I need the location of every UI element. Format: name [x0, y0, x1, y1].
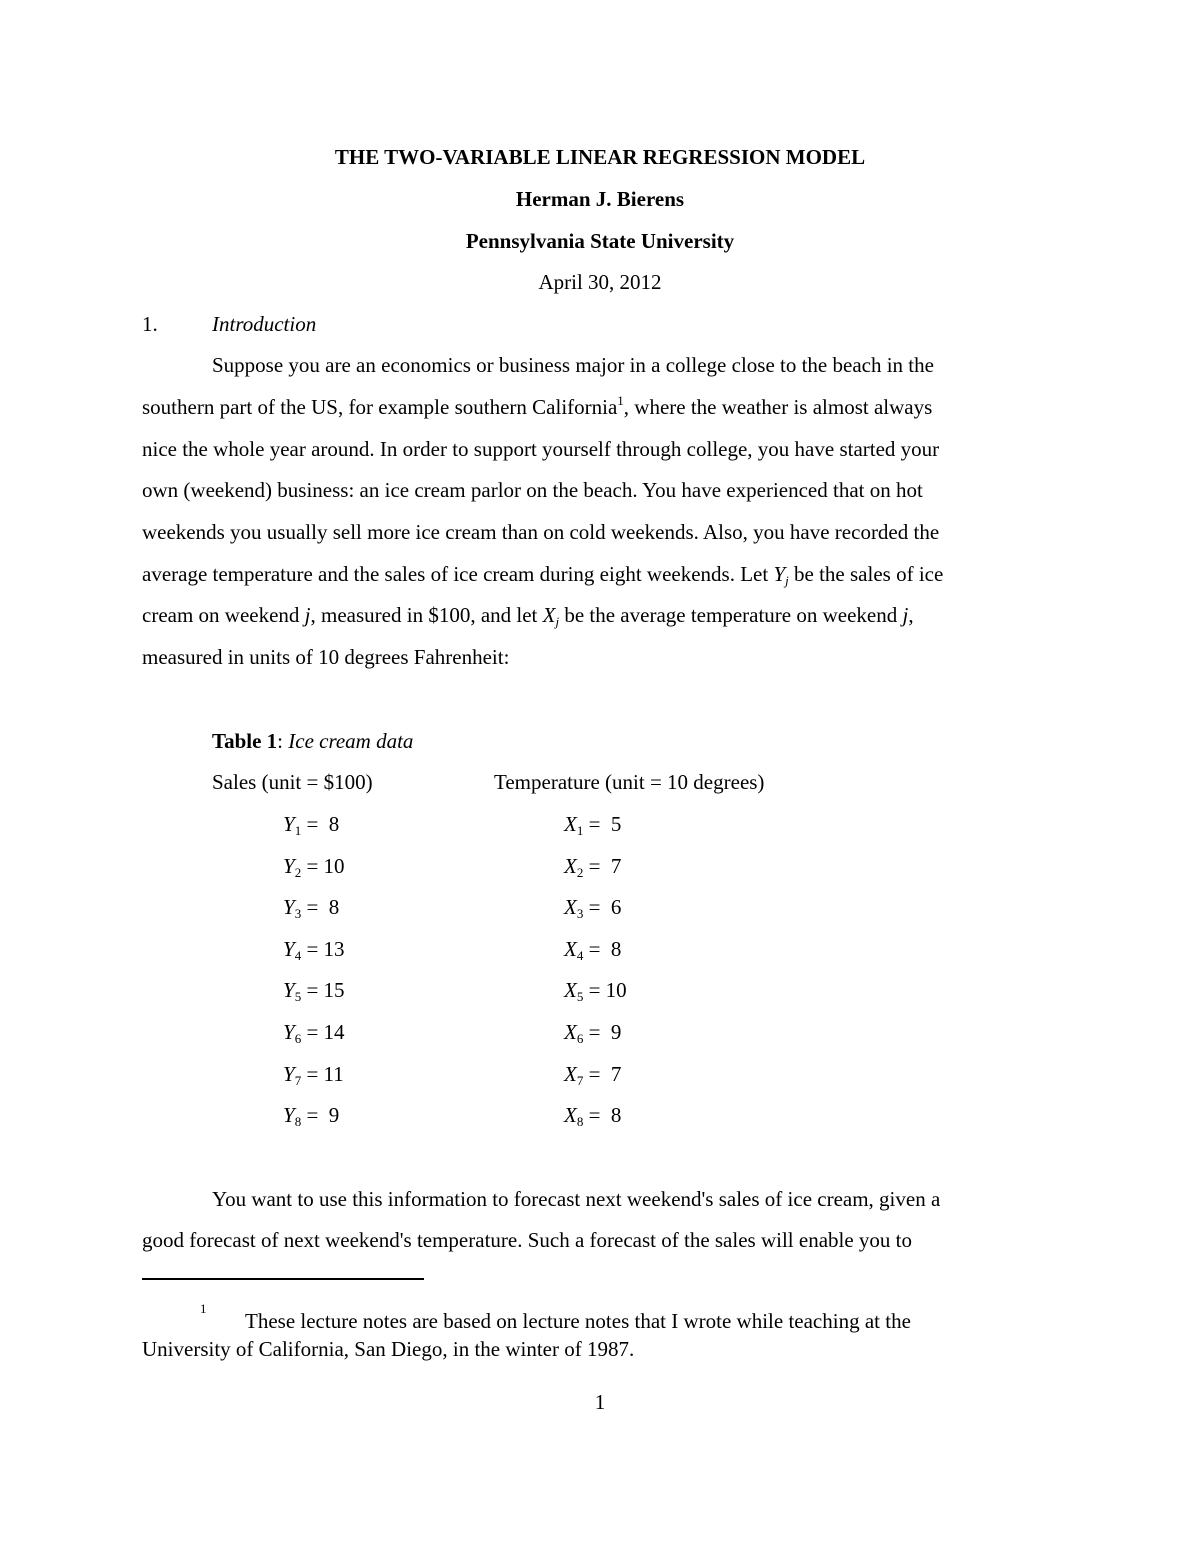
table-cell-sales: $Y_6 = 14$ [283, 1020, 345, 1046]
table-cell-temperature: $X_6 = 9$ [564, 1020, 622, 1046]
table-cell-temperature: $X_2 = 7$ [564, 854, 622, 880]
table-cell-sales: $Y_2 = 10$ [283, 854, 345, 880]
table-caption: Table 1: Ice cream data [212, 729, 414, 753]
table-cell-temperature: $X_5 = 10$ [564, 978, 627, 1004]
footnote-mark: 1 [200, 1301, 207, 1316]
paragraph1-line1: Suppose you are an economics or business major in a college close to the beach in the [212, 353, 934, 377]
paragraph1-line8: measured in units of 10 degrees Fahrenheit: [142, 645, 510, 669]
table-cell-sales: $Y_3 = 8$ [283, 895, 340, 921]
section-title: Introduction [212, 312, 317, 336]
page-number: 1 [594, 1390, 606, 1414]
table-cell-sales: $Y_8 = 9$ [283, 1103, 340, 1129]
table-header-sales: Sales (unit = $100) [212, 770, 373, 794]
author-name: Herman J. Bierens [515, 187, 685, 211]
paragraph2-line2: good forecast of next weekend's temperature. Such a forecast of the sales will enable you to [142, 1228, 913, 1252]
paragraph2-line1: You want to use this information to forecast next weekend's sales of ice cream, given a [212, 1187, 941, 1211]
table-header-temperature: Temperature (unit = 10 degrees) [494, 770, 765, 794]
paragraph1-line2: southern part of the US, for example southern California$^1$, where the weather is almost always [142, 393, 933, 419]
table-cell-sales: $Y_1 = 8$ [283, 812, 340, 838]
footnote-line2: University of California, San Diego, in the winter of 1987. [142, 1337, 635, 1361]
table-cell-temperature: $X_7 = 7$ [564, 1062, 622, 1088]
footnote-separator [142, 1278, 424, 1280]
footnote-reference: 1 [617, 393, 624, 408]
table-cell-temperature: $X_1 = 5$ [564, 812, 622, 838]
paragraph1-line5: weekends you usually sell more ice cream than on cold weekends. Also, you have recorded the [142, 520, 940, 544]
paragraph1-line3: nice the whole year around. In order to support yourself through college, you have started your [142, 437, 940, 461]
table-cell-temperature: $X_8 = 8$ [564, 1103, 622, 1129]
section-number: 1. [142, 312, 158, 336]
date: April 30, 2012 [538, 270, 662, 294]
paragraph1-line4: own (weekend) business: an ice cream parlor on the beach. You have experienced that on hot [142, 478, 923, 502]
footnote-line1: These lecture notes are based on lecture notes that I wrote while teaching at the [245, 1309, 911, 1333]
paper-title: THE TWO-VARIABLE LINEAR REGRESSION MODEL [334, 145, 866, 169]
table-cell-temperature: $X_4 = 8$ [564, 937, 622, 963]
paragraph1-line7: cream on weekend j, measured in $100, and let $X_j$ be the average temperature on weekend j, [142, 603, 914, 629]
table-cell-sales: $Y_4 = 13$ [283, 937, 345, 963]
table-cell-sales: $Y_7 = 11$ [283, 1062, 344, 1088]
table-cell-temperature: $X_3 = 6$ [564, 895, 622, 921]
table-cell-sales: $Y_5 = 15$ [283, 978, 345, 1004]
affiliation: Pennsylvania State University [465, 229, 735, 253]
paragraph1-line6: average temperature and the sales of ice cream during eight weekends. Let $Y_j$ be the sales of ice [142, 562, 944, 588]
